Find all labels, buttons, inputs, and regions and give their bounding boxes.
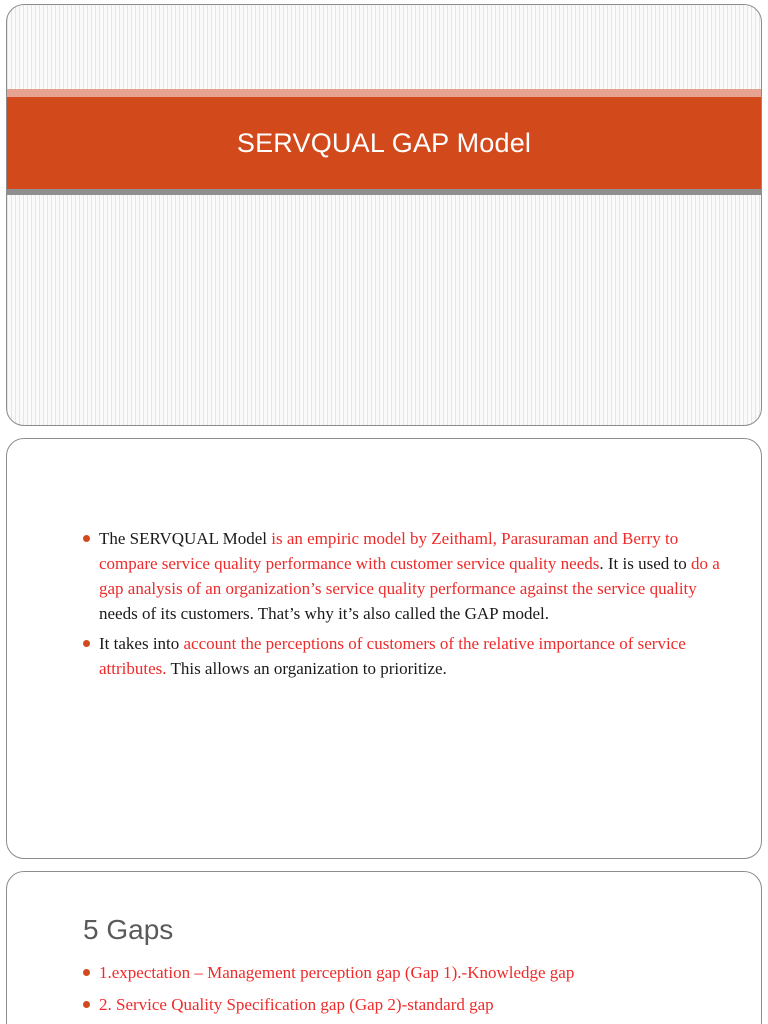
definition-bullet-list xyxy=(83,526,723,686)
bullet-text-highlight: is an empiric model by Zeithaml, Parasuraman and Berry to compare service quality performance with customer service quality needs xyxy=(99,529,679,573)
bullet-dot-icon xyxy=(83,535,90,542)
bullet-text-segment: . It is used to xyxy=(599,554,691,573)
bullet-item xyxy=(83,631,723,681)
title-slide xyxy=(6,4,762,426)
title-band xyxy=(7,97,761,189)
gap-item-text: 1.expectation – Management perception gap (Gap 1).-Knowledge gap xyxy=(99,963,575,982)
bullet-text-segment: needs of its customers. That’s why it’s also called the GAP model. xyxy=(99,604,549,623)
gaps-slide xyxy=(6,871,762,1024)
bullet-dot-icon xyxy=(83,640,90,647)
title-band-top-stripe xyxy=(7,89,761,97)
gap-item xyxy=(83,992,723,1017)
title-band-bottom-stripe xyxy=(7,189,761,195)
gaps-heading: 5 Gaps xyxy=(83,914,174,945)
slide-title: SERVQUAL GAP Model xyxy=(236,127,532,158)
definition-slide xyxy=(6,438,762,859)
bullet-dot-icon xyxy=(83,1001,90,1008)
bullet-item xyxy=(83,526,723,626)
gap-item xyxy=(83,960,723,985)
bullet-text-highlight: account the perceptions of customers of the relative importance of service attributes. xyxy=(99,634,686,678)
gaps-bullet-list xyxy=(83,960,723,1024)
bullet-text-highlight: do a gap analysis of an organization’s service quality performance against the service quality xyxy=(99,554,720,598)
bullet-text-segment: This allows an organization to prioritize. xyxy=(166,659,447,678)
bullet-text-segment: The SERVQUAL Model xyxy=(99,529,272,548)
gap-item-text: 2. Service Quality Specification gap (Gap 2)-standard gap xyxy=(99,995,494,1014)
bullet-dot-icon xyxy=(83,969,90,976)
bullet-text-segment: It takes into xyxy=(99,634,184,653)
